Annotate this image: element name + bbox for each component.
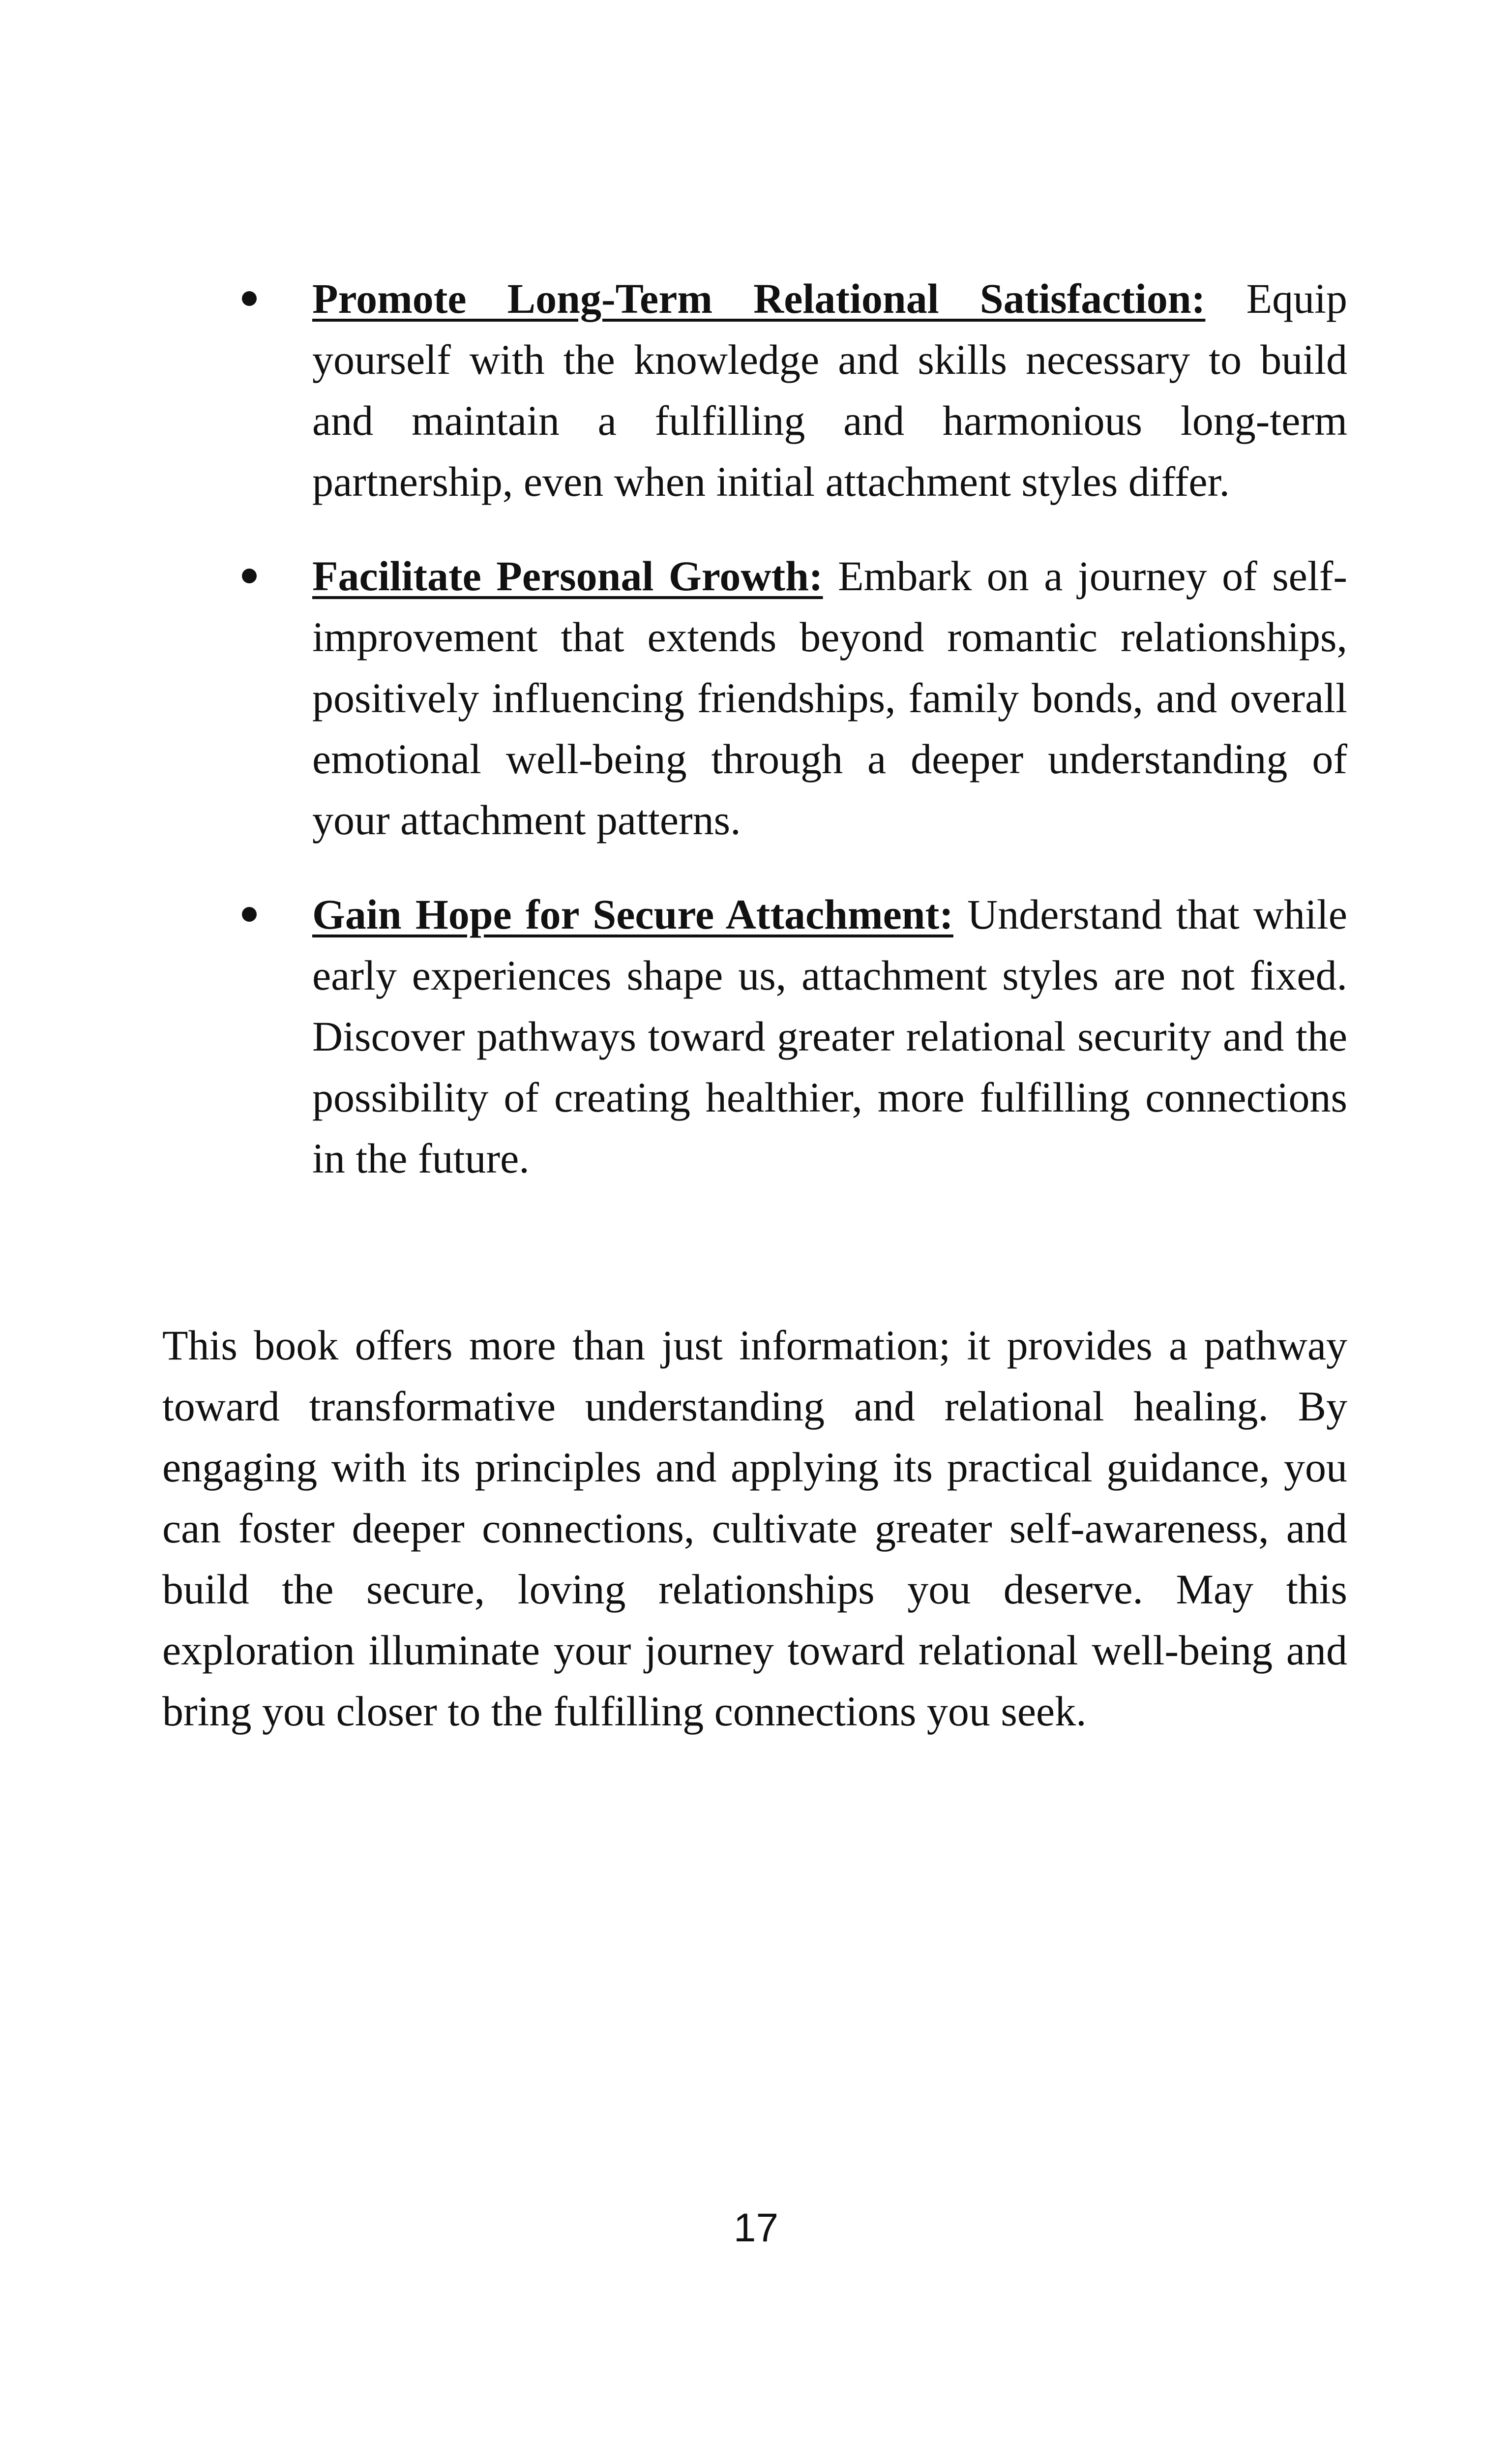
bullet-text: Equip yourself with the knowledge and skills necessary to build and maintain a fulfilling and harmonious long-term partnership, even when initial attachment styles differ. (312, 275, 1347, 505)
closing-paragraph: This book offers more than just information; it provides a pathway toward transformative understanding and relational healing. By engaging with its principles and applying its practical guidance, you can foster deeper connections, cultivate greater self-awareness, and build the secure, loving relationships you deserve. May this exploration illuminate your journey toward relational well-being and bring you closer to the fulfilling connections you seek. (162, 1322, 1347, 1735)
bullet-point-icon (242, 291, 257, 306)
bullet-point-icon (242, 907, 257, 922)
bullet-item-long-term-satisfaction (312, 268, 1347, 512)
bullet-text: Embark on a journey of self-improvement that extends beyond romantic relationships, positively influencing friendships, family bonds, and overall emotional well-being through a deeper understanding of your attachment patterns. (312, 552, 1348, 844)
bullet-heading: Facilitate Personal Growth: (312, 552, 823, 600)
bullet-item-personal-growth (312, 545, 1347, 850)
bullet-heading: Promote Long-Term Relational Satisfaction: (312, 275, 1206, 322)
bullet-text: Understand that while early experiences shape us, attachment styles are not fixed. Discover pathways toward greater relational security and the possibility of creating healthier, more fulfilling connections in the future. (312, 891, 1347, 1182)
bullet-item-secure-attachment (312, 884, 1347, 1189)
bullet-point-icon (242, 569, 257, 583)
page-number: 17 (733, 2205, 779, 2250)
bullet-list (312, 268, 1347, 1222)
bullet-heading: Gain Hope for Secure Attachment: (312, 891, 953, 938)
